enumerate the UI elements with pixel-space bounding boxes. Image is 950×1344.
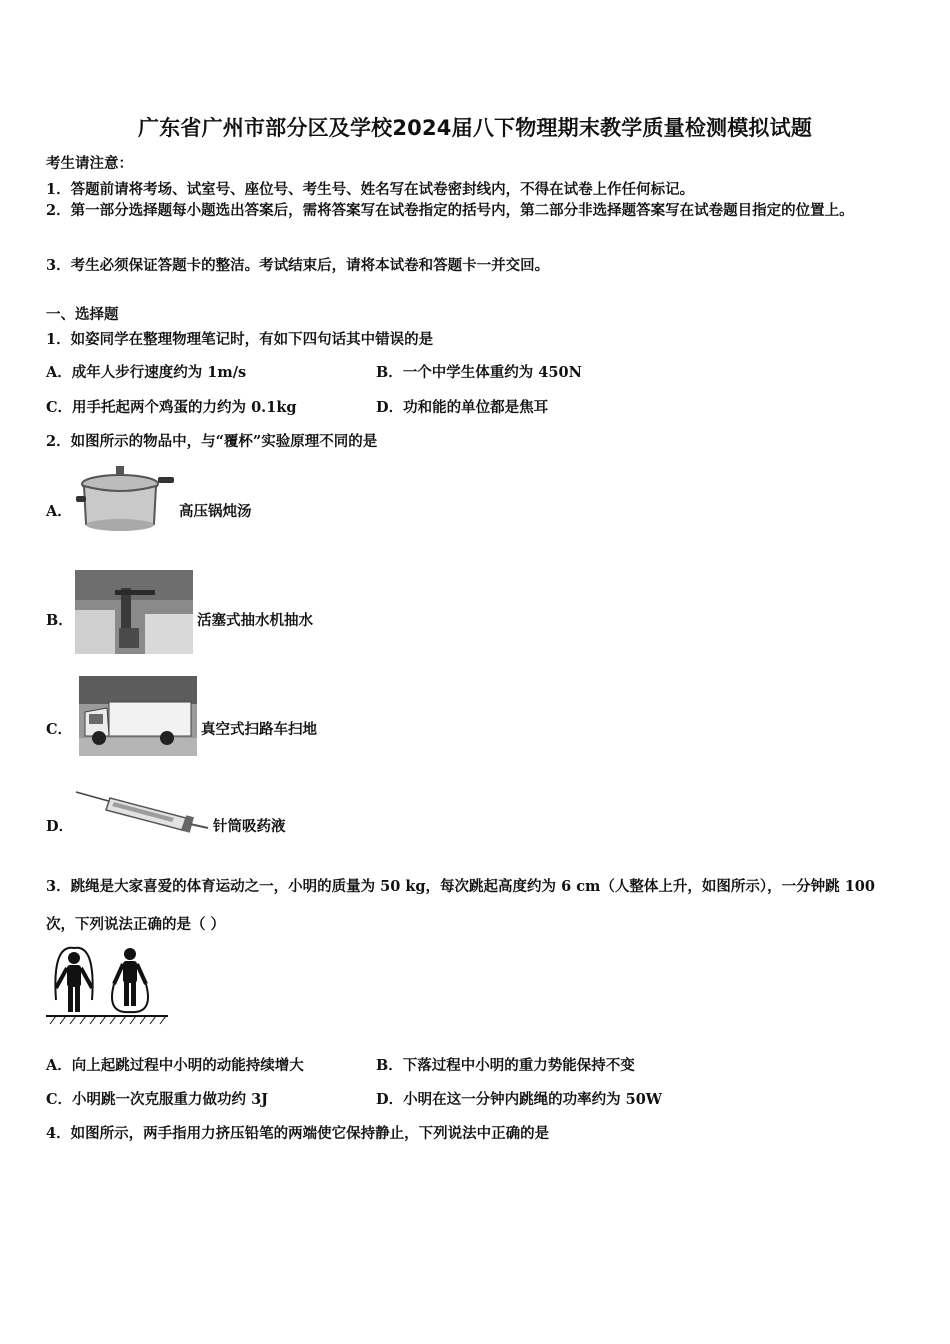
q2-option-d-letter: D． bbox=[46, 818, 74, 835]
section-heading: 一、选择题 bbox=[46, 306, 119, 323]
q3-option-b: B．下落过程中小明的重力势能保持不变 bbox=[376, 1057, 635, 1074]
q2-stem: 2．如图所示的物品中，与“覆杯”实验原理不同的是 bbox=[46, 433, 378, 450]
q1-option-d: D．功和能的单位都是焦耳 bbox=[376, 399, 549, 416]
notice-item-3: 3．考生必须保证答题卡的整洁。考试结束后，请将本试卷和答题卡一并交回。 bbox=[46, 257, 550, 274]
q1-option-c: C．用手托起两个鸡蛋的力约为 0.1kg bbox=[46, 399, 297, 416]
q3-option-d: D．小明在这一分钟内跳绳的功率约为 50W bbox=[376, 1091, 663, 1108]
notice-item-1: 1．答题前请将考场、试室号、座位号、考生号、姓名写在试卷密封线内，不得在试卷上作任何标记。 bbox=[46, 181, 695, 198]
q3-stem: 3．跳绳是大家喜爱的体育运动之一，小明的质量为 50 kg，每次跳起高度约为 6 cm（人整体上升，如图所示），一分钟跳 100 次，下列说法正确的是（ ） bbox=[46, 878, 875, 933]
pressure-cooker-icon bbox=[74, 462, 174, 542]
sweeper-truck-icon bbox=[79, 676, 197, 756]
q3-option-c: C．小明跳一次克服重力做功约 3J bbox=[46, 1091, 269, 1108]
page-title: 广东省广州市部分区及学校2024届八下物理期末教学质量检测模拟试题 bbox=[137, 116, 813, 140]
jump-rope-figure-icon bbox=[46, 940, 168, 1026]
q2-option-b-text: 活塞式抽水机抽水 bbox=[197, 612, 313, 629]
q2-option-a-letter: A． bbox=[46, 503, 72, 520]
syringe-icon bbox=[74, 788, 210, 834]
notice-heading: 考生请注意： bbox=[46, 155, 133, 172]
q4-stem: 4．如图所示，两手指用力挤压铅笔的两端使它保持静止，下列说法中正确的是 bbox=[46, 1125, 550, 1142]
q1-option-a: A．成年人步行速度约为 1m/s bbox=[46, 364, 247, 381]
q2-option-c-text: 真空式扫路车扫地 bbox=[201, 721, 317, 738]
notice-item-2: 2．第一部分选择题每小题选出答案后，需将答案写在试卷指定的括号内，第二部分非选择题答案写在试卷题目指定的位置上。 bbox=[46, 202, 854, 219]
piston-pump-icon bbox=[75, 570, 193, 654]
q3-option-a: A．向上起跳过程中小明的动能持续增大 bbox=[46, 1057, 304, 1074]
q1-stem: 1．如姿同学在整理物理笔记时，有如下四句话其中错误的是 bbox=[46, 331, 434, 348]
q2-option-d-text: 针筒吸药液 bbox=[213, 818, 286, 835]
q2-option-c-letter: C． bbox=[46, 721, 73, 738]
q2-option-a-text: 高压锅炖汤 bbox=[179, 503, 252, 520]
q1-option-b: B．一个中学生体重约为 450N bbox=[376, 364, 582, 381]
q2-option-b-letter: B． bbox=[46, 612, 73, 629]
